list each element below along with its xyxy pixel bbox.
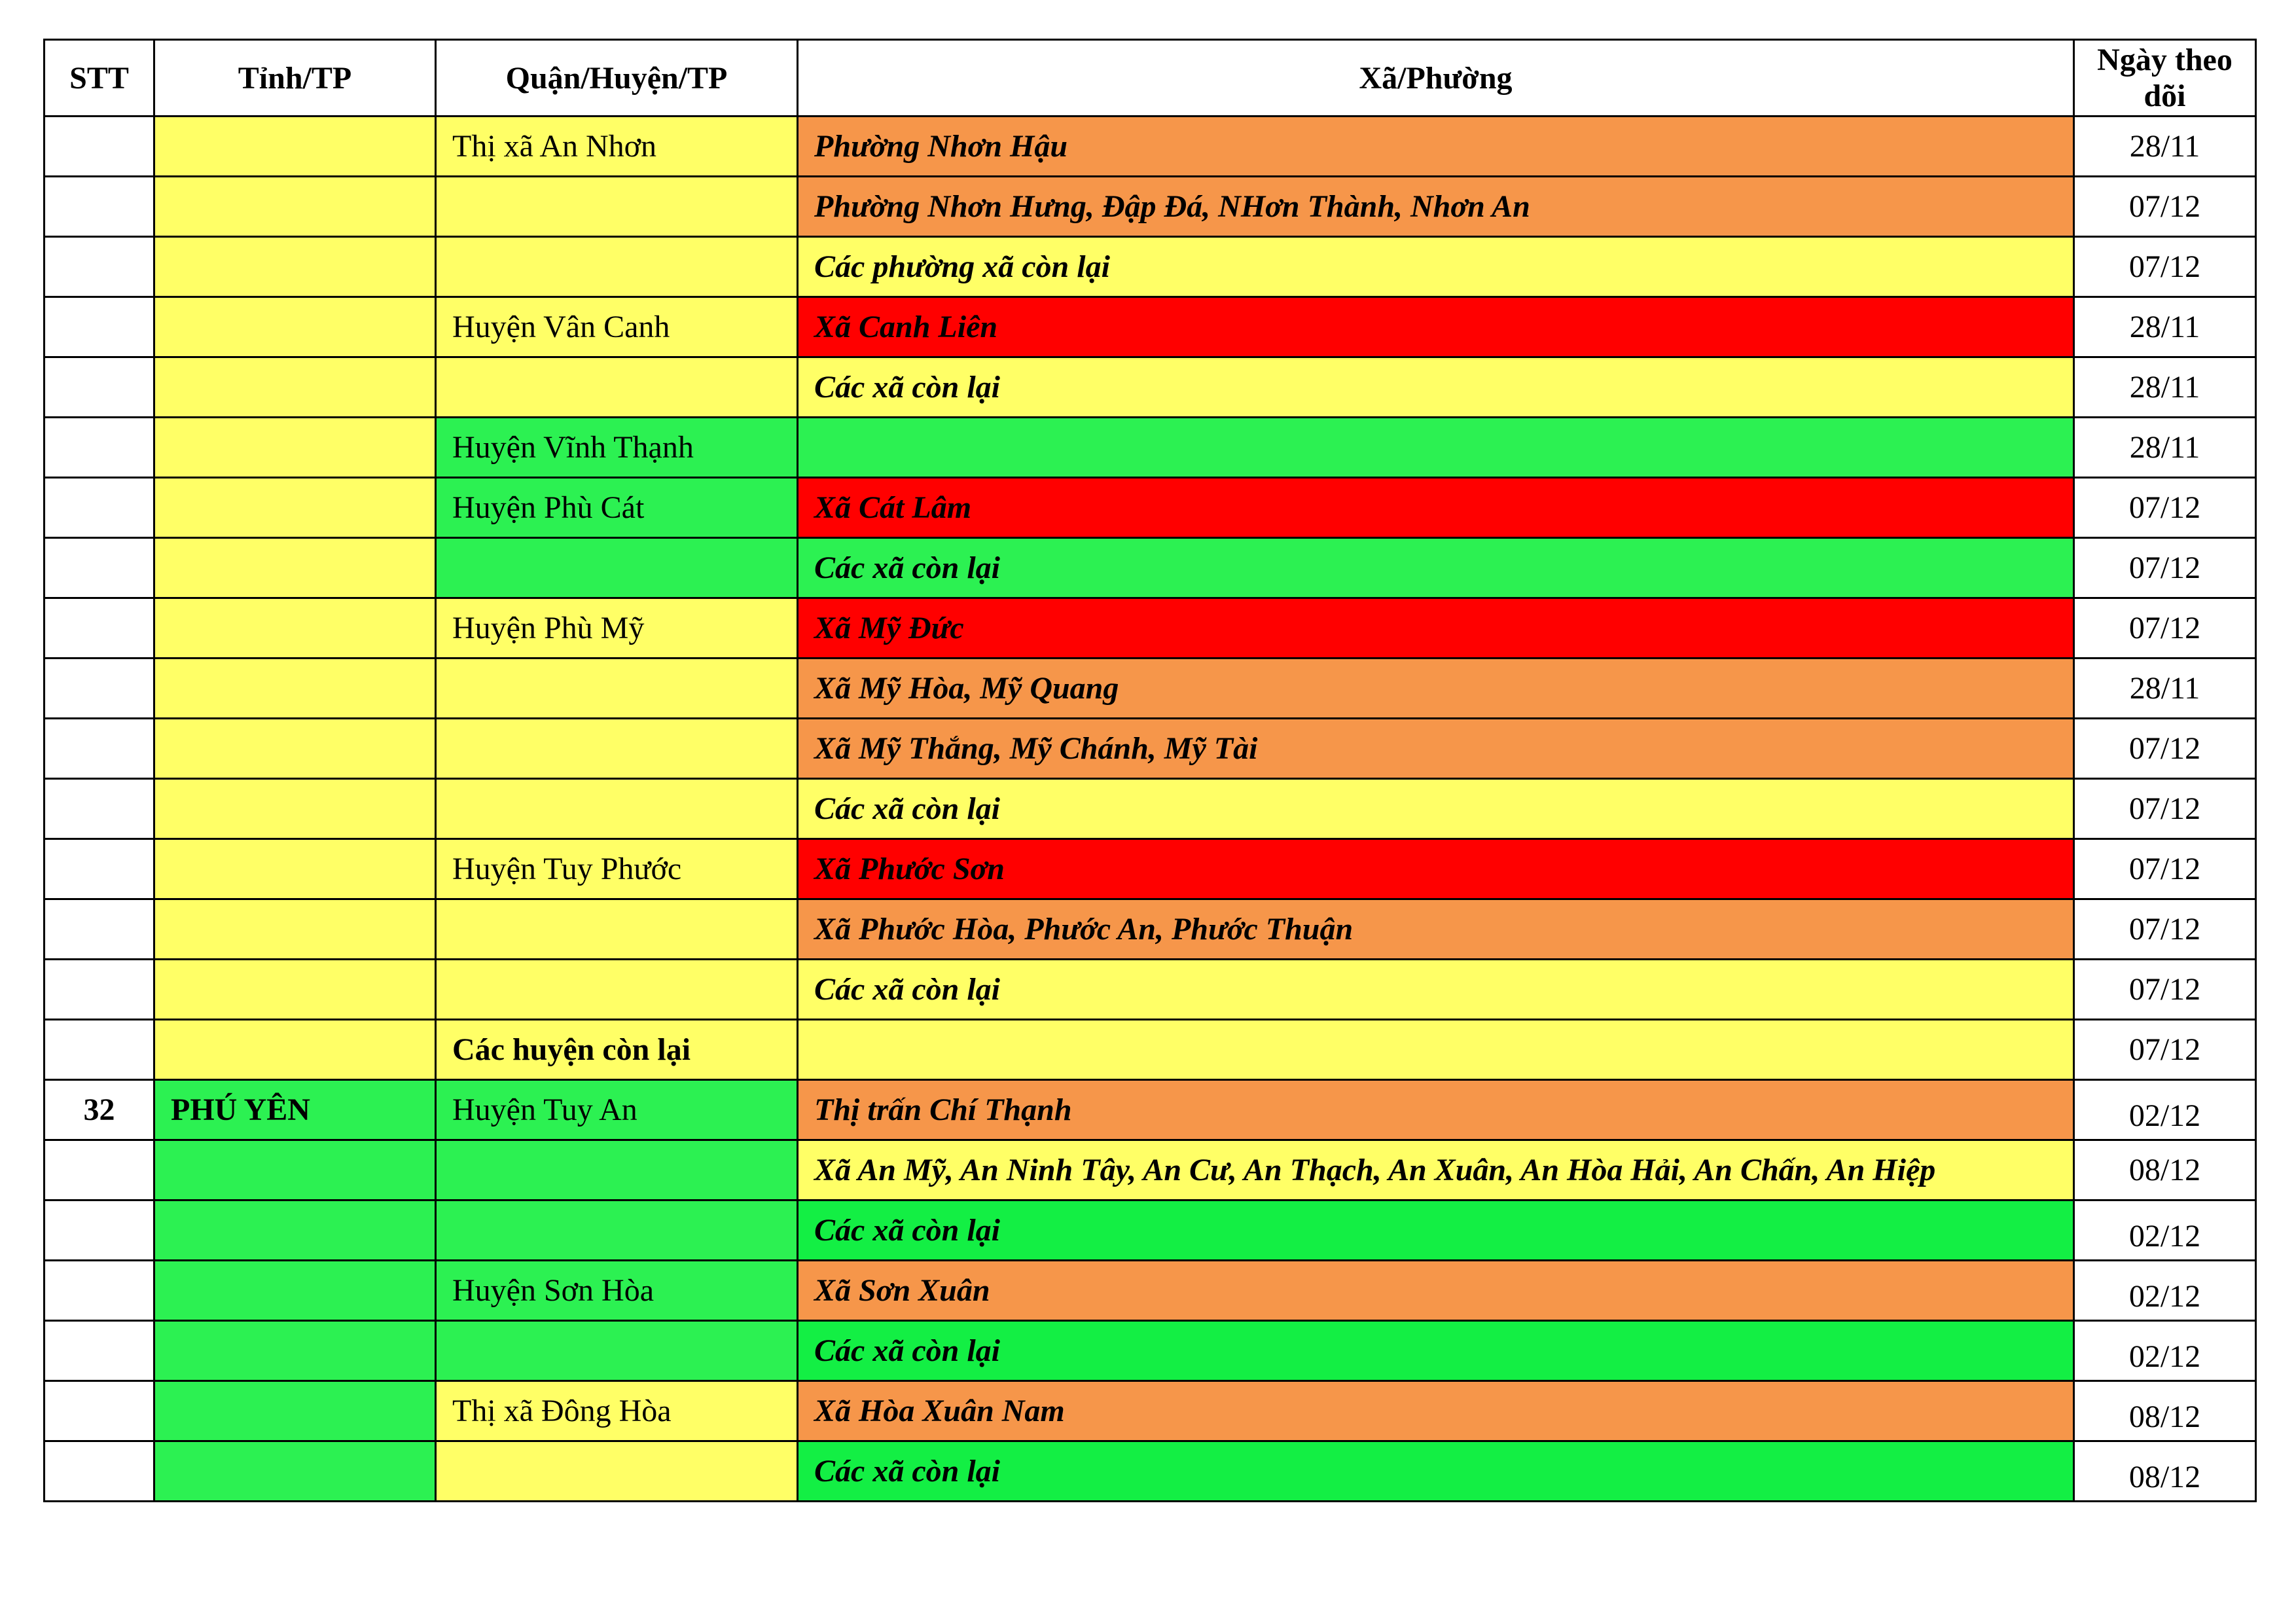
ward-cell: Phường Nhơn Hưng, Đập Đá, NHơn Thành, Nhơn An [798, 177, 2074, 237]
district-cell [436, 899, 798, 960]
province-cell [154, 297, 436, 357]
stt-cell [45, 478, 154, 538]
date-cell: 02/12 [2074, 1321, 2256, 1381]
province-cell [154, 1321, 436, 1381]
table-row [45, 598, 2256, 659]
date-cell: 07/12 [2074, 960, 2256, 1020]
table-row [45, 659, 2256, 719]
province-cell [154, 598, 436, 659]
date-cell: 07/12 [2074, 1020, 2256, 1080]
table-row [45, 899, 2256, 960]
district-cell: Huyện Vĩnh Thạnh [436, 418, 798, 478]
header-province: Tỉnh/TP [154, 40, 436, 117]
province-cell [154, 1200, 436, 1261]
stt-cell [45, 357, 154, 418]
stt-cell [45, 237, 154, 297]
district-cell: Huyện Phù Mỹ [436, 598, 798, 659]
table-row [45, 1020, 2256, 1080]
province-cell [154, 418, 436, 478]
ward-cell: Các xã còn lại [798, 960, 2074, 1020]
province-cell [154, 1441, 436, 1502]
district-cell: Huyện Sơn Hòa [436, 1261, 798, 1321]
date-cell: 07/12 [2074, 237, 2256, 297]
stt-cell [45, 177, 154, 237]
header-row [45, 40, 2256, 117]
date-cell: 08/12 [2074, 1140, 2256, 1200]
district-cell: Thị xã An Nhơn [436, 117, 798, 177]
date-cell: 02/12 [2074, 1200, 2256, 1261]
stt-cell [45, 538, 154, 598]
table-row [45, 1140, 2256, 1200]
table-row [45, 1441, 2256, 1502]
date-cell: 07/12 [2074, 719, 2256, 779]
stt-cell [45, 117, 154, 177]
district-cell [436, 719, 798, 779]
district-cell: Thị xã Đông Hòa [436, 1381, 798, 1441]
header-district: Quận/Huyện/TP [436, 40, 798, 117]
province-cell [154, 478, 436, 538]
table-row [45, 177, 2256, 237]
table-row [45, 538, 2256, 598]
ward-cell: Xã Mỹ Hòa, Mỹ Quang [798, 659, 2074, 719]
province-cell [154, 357, 436, 418]
ward-cell: Các xã còn lại [798, 357, 2074, 418]
stt-cell [45, 839, 154, 899]
date-cell: 28/11 [2074, 297, 2256, 357]
stt-cell [45, 719, 154, 779]
stt-cell [45, 1381, 154, 1441]
province-cell [154, 538, 436, 598]
table-row [45, 418, 2256, 478]
ward-cell: Xã Hòa Xuân Nam [798, 1381, 2074, 1441]
table-row [45, 297, 2256, 357]
table-row [45, 1381, 2256, 1441]
table-row [45, 117, 2256, 177]
table-body [45, 117, 2256, 1502]
stt-cell [45, 598, 154, 659]
stt-cell [45, 779, 154, 839]
date-cell: 07/12 [2074, 839, 2256, 899]
ward-cell: Các phường xã còn lại [798, 237, 2074, 297]
ward-cell: Xã Canh Liên [798, 297, 2074, 357]
ward-cell: Các xã còn lại [798, 538, 2074, 598]
date-cell: 07/12 [2074, 899, 2256, 960]
province-cell [154, 177, 436, 237]
ward-cell: Thị trấn Chí Thạnh [798, 1080, 2074, 1140]
district-cell [436, 960, 798, 1020]
table-row [45, 1261, 2256, 1321]
table-row [45, 1321, 2256, 1381]
stt-cell [45, 1020, 154, 1080]
date-cell: 28/11 [2074, 357, 2256, 418]
province-cell: PHÚ YÊN [154, 1080, 436, 1140]
ward-cell: Phường Nhơn Hậu [798, 117, 2074, 177]
date-cell: 28/11 [2074, 418, 2256, 478]
stt-cell [45, 1261, 154, 1321]
province-cell [154, 1140, 436, 1200]
district-cell [436, 779, 798, 839]
district-cell [436, 237, 798, 297]
ward-cell: Xã An Mỹ, An Ninh Tây, An Cư, An Thạch, An Xuân, An Hòa Hải, An Chấn, An Hiệp [798, 1140, 2074, 1200]
province-cell [154, 839, 436, 899]
province-cell [154, 899, 436, 960]
header-date: Ngày theo dõi [2074, 40, 2256, 117]
date-cell: 02/12 [2074, 1080, 2256, 1140]
district-cell: Huyện Phù Cát [436, 478, 798, 538]
ward-cell: Xã Sơn Xuân [798, 1261, 2074, 1321]
table-row [45, 1200, 2256, 1261]
table-row [45, 237, 2256, 297]
district-cell: Huyện Tuy An [436, 1080, 798, 1140]
date-cell: 07/12 [2074, 478, 2256, 538]
stt-cell [45, 1441, 154, 1502]
province-cell [154, 960, 436, 1020]
covid-risk-table [43, 39, 2257, 1502]
table-row [45, 960, 2256, 1020]
table-row [45, 839, 2256, 899]
ward-cell: Các xã còn lại [798, 1441, 2074, 1502]
date-cell: 07/12 [2074, 779, 2256, 839]
district-cell: Các huyện còn lại [436, 1020, 798, 1080]
ward-cell [798, 418, 2074, 478]
date-cell: 28/11 [2074, 117, 2256, 177]
ward-cell: Xã Phước Sơn [798, 839, 2074, 899]
header-stt: STT [45, 40, 154, 117]
province-cell [154, 779, 436, 839]
date-cell: 08/12 [2074, 1381, 2256, 1441]
ward-cell: Xã Cát Lâm [798, 478, 2074, 538]
ward-cell [798, 1020, 2074, 1080]
district-cell [436, 1200, 798, 1261]
date-cell: 07/12 [2074, 598, 2256, 659]
stt-cell [45, 899, 154, 960]
stt-cell [45, 418, 154, 478]
stt-cell [45, 1200, 154, 1261]
district-cell: Huyện Tuy Phước [436, 839, 798, 899]
table-header [45, 40, 2256, 117]
district-cell [436, 1441, 798, 1502]
province-cell [154, 117, 436, 177]
province-cell [154, 1020, 436, 1080]
ward-cell: Các xã còn lại [798, 1321, 2074, 1381]
stt-cell [45, 297, 154, 357]
table-row [45, 357, 2256, 418]
district-cell: Huyện Vân Canh [436, 297, 798, 357]
district-cell [436, 1140, 798, 1200]
header-ward: Xã/Phường [798, 40, 2074, 117]
ward-cell: Các xã còn lại [798, 779, 2074, 839]
province-cell [154, 719, 436, 779]
stt-cell [45, 659, 154, 719]
table-row [45, 779, 2256, 839]
province-cell [154, 659, 436, 719]
district-cell [436, 538, 798, 598]
date-cell: 07/12 [2074, 538, 2256, 598]
date-cell: 02/12 [2074, 1261, 2256, 1321]
ward-cell: Xã Phước Hòa, Phước An, Phước Thuận [798, 899, 2074, 960]
date-cell: 07/12 [2074, 177, 2256, 237]
province-cell [154, 1381, 436, 1441]
district-cell [436, 659, 798, 719]
stt-cell [45, 1321, 154, 1381]
ward-cell: Xã Mỹ Thắng, Mỹ Chánh, Mỹ Tài [798, 719, 2074, 779]
table-row [45, 478, 2256, 538]
district-cell [436, 1321, 798, 1381]
date-cell: 08/12 [2074, 1441, 2256, 1502]
stt-cell: 32 [45, 1080, 154, 1140]
district-cell [436, 177, 798, 237]
ward-cell: Xã Mỹ Đức [798, 598, 2074, 659]
date-cell: 28/11 [2074, 659, 2256, 719]
ward-cell: Các xã còn lại [798, 1200, 2074, 1261]
stt-cell [45, 1140, 154, 1200]
district-cell [436, 357, 798, 418]
table-row [45, 1080, 2256, 1140]
province-cell [154, 1261, 436, 1321]
stt-cell [45, 960, 154, 1020]
table-row [45, 719, 2256, 779]
province-cell [154, 237, 436, 297]
